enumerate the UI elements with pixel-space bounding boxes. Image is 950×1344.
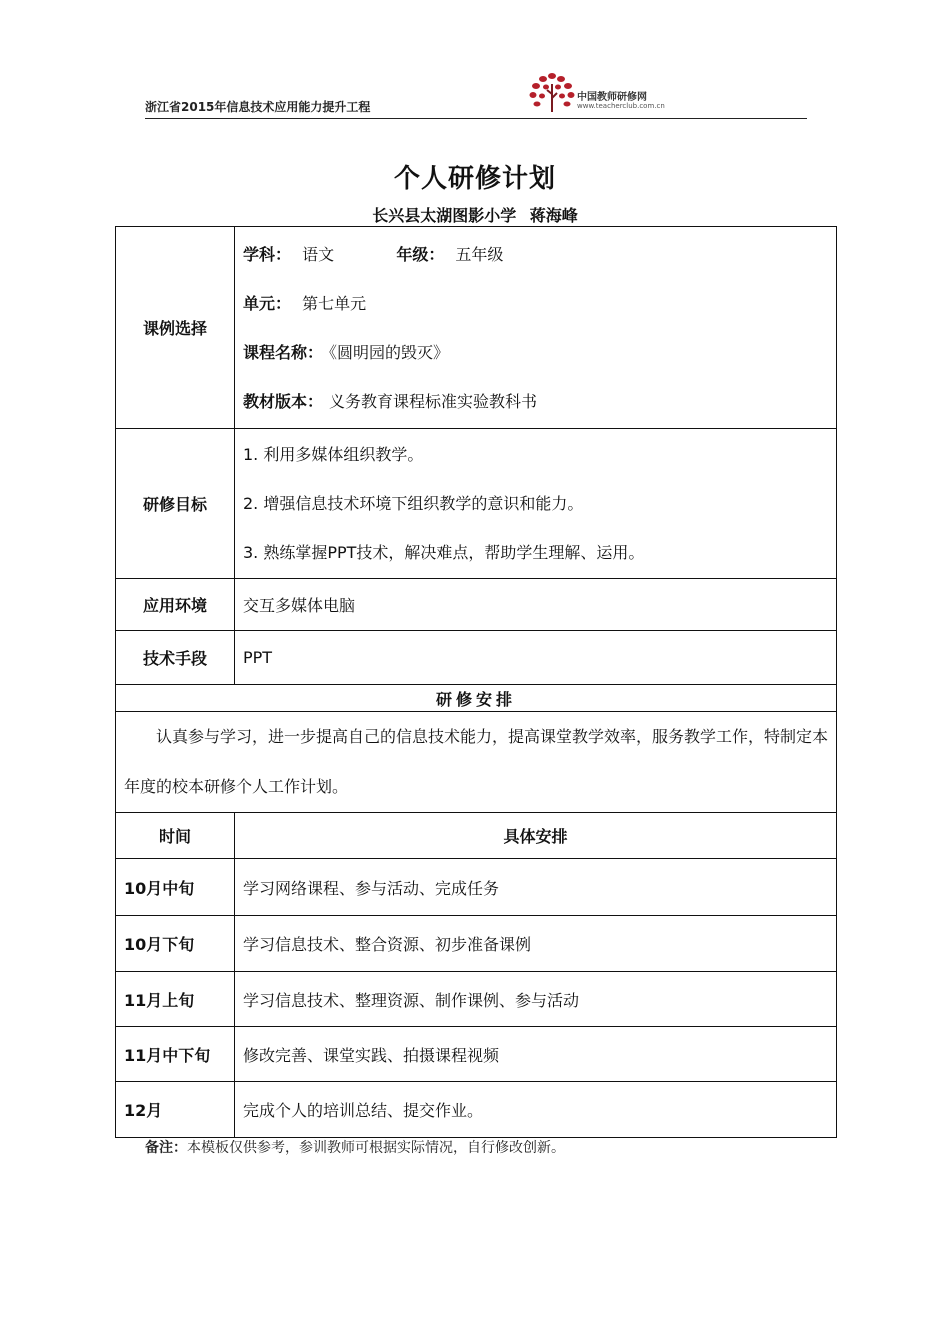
course-name-value: 《圆明园的毁灭》: [329, 342, 450, 362]
course-name-label: 课程名称：: [243, 342, 324, 362]
course-label: 课例选择: [116, 227, 235, 429]
page-title: 个人研修计划: [393, 164, 556, 194]
grade-value: 五年级: [455, 244, 504, 264]
unit-label: 单元：: [243, 293, 292, 313]
environment-label: 应用环境: [116, 579, 235, 631]
table-row: [116, 1027, 837, 1082]
tech-value: PPT: [235, 631, 837, 685]
schedule-time: 10月下旬: [116, 916, 235, 972]
schedule-detail: 学习信息技术、整理资源、制作课例、参与活动: [235, 972, 837, 1027]
goals-list: [235, 429, 837, 579]
edition-line: [243, 377, 828, 426]
note-text: 本模板仅供参考，参训教师可根据实际情况，自行修改创新。: [187, 1140, 565, 1156]
table-row: [116, 916, 837, 972]
arrangement-intro: 认真参与学习，进一步提高自己的信息技术能力，提高课堂教学效率，服务教学工作，特制定本年度的校本研修个人工作计划。: [116, 712, 837, 813]
course-row: [116, 227, 837, 429]
goals-label: 研修目标: [116, 429, 235, 579]
schedule-detail: 修改完善、课堂实践、拍摄课程视频: [235, 1027, 837, 1082]
schedule-detail: 学习信息技术、整合资源、初步准备课例: [235, 916, 837, 972]
goal-item: 3. 熟练掌握PPT技术，解决难点，帮助学生理解、运用。: [243, 543, 645, 562]
schedule-header-row: [116, 813, 837, 859]
edition-label: 教材版本：: [243, 391, 324, 411]
table-row: [116, 859, 837, 916]
arrangement-title-row: [116, 685, 837, 712]
subject-value: 语文: [302, 244, 335, 264]
tree-dots-icon: [529, 70, 575, 114]
unit-line: [243, 279, 828, 328]
table-row: [116, 972, 837, 1027]
footnote: [145, 1137, 565, 1157]
table-row: [116, 1082, 837, 1138]
schedule-time: 12月: [116, 1082, 235, 1138]
arrangement-intro-row: [116, 712, 837, 813]
unit-value: 第七单元: [302, 293, 367, 313]
teacherclub-logo: [529, 66, 729, 116]
col-time-header: 时间: [116, 813, 235, 859]
goals-row: [116, 429, 837, 579]
environment-value: 交互多媒体电脑: [235, 579, 837, 631]
project-title: 浙江省2015年信息技术应用能力提升工程: [145, 100, 371, 114]
plan-table: [115, 226, 837, 1138]
schedule-detail: 学习网络课程、参与活动、完成任务: [235, 859, 837, 916]
subject-line: [243, 230, 828, 279]
note-label: 备注：: [145, 1140, 187, 1156]
schedule-time: 11月上旬: [116, 972, 235, 1027]
logo-url: www.teacherclub.com.cn: [577, 102, 665, 110]
schedule-time: 11月中下旬: [116, 1027, 235, 1082]
grade-label: 年级：: [396, 244, 445, 264]
schedule-time: 10月中旬: [116, 859, 235, 916]
page-header: [145, 66, 807, 119]
edition-value: 义务教育课程标准实验教科书: [329, 391, 538, 411]
tech-row: [116, 631, 837, 685]
course-details: [235, 227, 837, 429]
tech-label: 技术手段: [116, 631, 235, 685]
subject-label: 学科：: [243, 244, 292, 264]
goal-item: 1. 利用多媒体组织教学。: [243, 445, 424, 464]
goal-item: 2. 增强信息技术环境下组织教学的意识和能力。: [243, 494, 584, 513]
logo-name: 中国教师研修网: [577, 92, 647, 103]
col-detail-header: 具体安排: [235, 813, 837, 859]
arrangement-title: 研修安排: [116, 685, 837, 712]
author-line: 长兴县太湖图影小学 蒋海峰: [372, 206, 578, 225]
environment-row: [116, 579, 837, 631]
schedule-detail: 完成个人的培训总结、提交作业。: [235, 1082, 837, 1138]
course-name-line: [243, 328, 828, 377]
